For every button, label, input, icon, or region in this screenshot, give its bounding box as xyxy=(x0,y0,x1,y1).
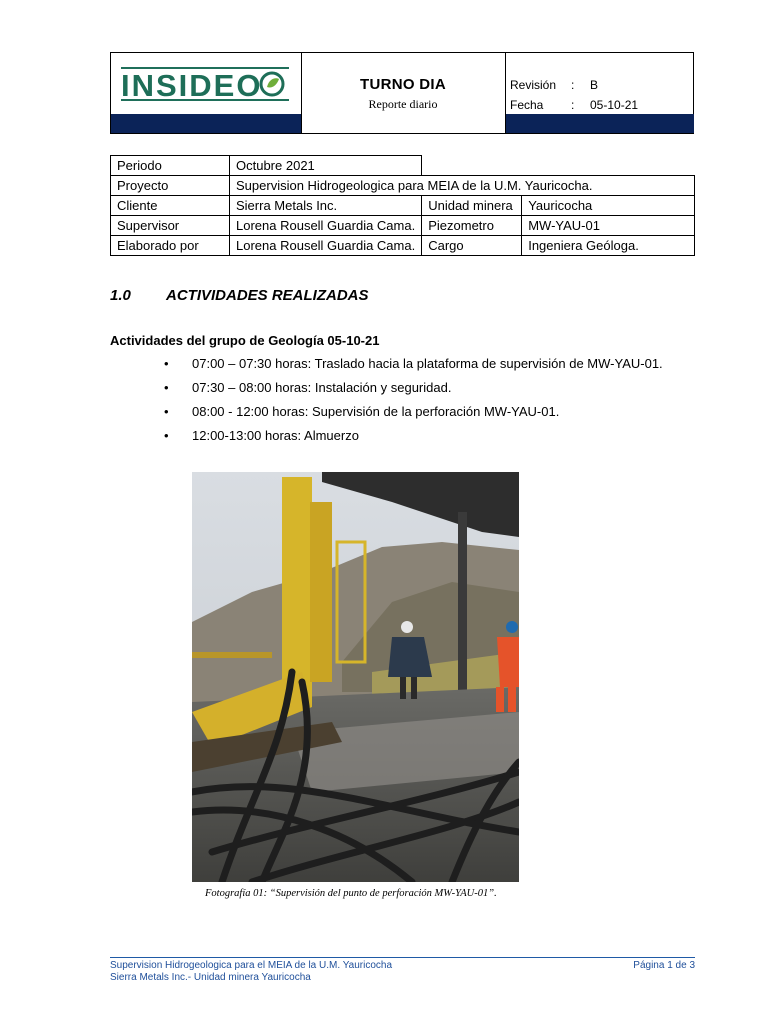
activity-text: 12:00-13:00 horas: Almuerzo xyxy=(192,428,359,443)
bullet-icon: • xyxy=(164,356,169,371)
report-subtitle: Reporte diario xyxy=(368,97,438,111)
section-number: 1.0 xyxy=(110,287,131,304)
table-row xyxy=(111,236,695,256)
list-item xyxy=(164,356,663,380)
insideo-logo xyxy=(121,65,291,105)
elaborado-label: Elaborado por xyxy=(111,236,230,256)
title-cell xyxy=(301,53,506,133)
revision-cell xyxy=(506,53,694,133)
list-item xyxy=(164,380,663,404)
report-title: TURNO DIA xyxy=(359,76,447,93)
cargo-label: Cargo xyxy=(422,236,522,256)
revision-value: B xyxy=(590,78,599,92)
footer-client: Sierra Metals Inc.- Unidad minera Yauricocha xyxy=(110,972,311,983)
proyecto-value: Supervision Hidrogeologica para MEIA de la U.M. Yauricocha. xyxy=(230,176,695,196)
section-subtitle: Actividades del grupo de Geología 05-10-21 xyxy=(110,333,380,348)
logo-band xyxy=(111,114,301,133)
fecha-colon: : xyxy=(571,98,575,112)
periodo-label: Periodo xyxy=(111,156,230,176)
activity-text: 08:00 - 12:00 horas: Supervisión de la perforación MW-YAU-01. xyxy=(192,404,560,419)
supervisor-value: Lorena Rousell Guardia Cama. xyxy=(230,216,422,236)
bullet-icon: • xyxy=(164,428,169,443)
list-item xyxy=(164,428,663,452)
list-item xyxy=(164,404,663,428)
piezometro-value: MW-YAU-01 xyxy=(522,216,695,236)
revision-band xyxy=(506,114,694,133)
photo-caption: Fotografía 01: “Supervisión del punto de perforación MW-YAU-01”. xyxy=(205,888,497,899)
empty-cell xyxy=(422,156,522,176)
activity-text: 07:00 – 07:30 horas: Traslado hacia la plataforma de supervisión de MW-YAU-01. xyxy=(192,356,663,371)
page-number: Página 1 de 3 xyxy=(633,960,695,971)
table-row xyxy=(111,216,695,236)
logo-text: INSIDEO xyxy=(121,68,263,103)
periodo-value: Octubre 2021 xyxy=(230,156,422,176)
drilling-site-photo xyxy=(192,472,519,882)
revision-label: Revisión xyxy=(510,78,557,92)
unidad-value: Yauricocha xyxy=(522,196,695,216)
bullet-icon: • xyxy=(164,404,169,419)
section-heading xyxy=(110,287,369,304)
activity-list xyxy=(164,356,663,452)
footer-project: Supervision Hidrogeologica para el MEIA de la U.M. Yauricocha xyxy=(110,960,393,971)
proyecto-label: Proyecto xyxy=(111,176,230,196)
empty-cell xyxy=(522,156,695,176)
footer-divider xyxy=(110,957,695,958)
report-header xyxy=(110,52,694,134)
cargo-value: Ingeniera Geóloga. xyxy=(522,236,695,256)
cliente-label: Cliente xyxy=(111,196,230,216)
piezometro-label: Piezometro xyxy=(422,216,522,236)
supervisor-label: Supervisor xyxy=(111,216,230,236)
table-row xyxy=(111,176,695,196)
project-info-table xyxy=(110,155,695,256)
bullet-icon: • xyxy=(164,380,169,395)
revision-colon: : xyxy=(571,78,575,92)
table-row xyxy=(111,196,695,216)
fecha-label: Fecha xyxy=(510,98,544,112)
cliente-value: Sierra Metals Inc. xyxy=(230,196,422,216)
activity-text: 07:30 – 08:00 horas: Instalación y seguridad. xyxy=(192,380,452,395)
fecha-value: 05-10-21 xyxy=(590,98,639,112)
unidad-label: Unidad minera xyxy=(422,196,522,216)
table-row xyxy=(111,156,695,176)
elaborado-value: Lorena Rousell Guardia Cama. xyxy=(230,236,422,256)
section-title: ACTIVIDADES REALIZADAS xyxy=(166,287,369,304)
logo-cell xyxy=(111,53,302,133)
